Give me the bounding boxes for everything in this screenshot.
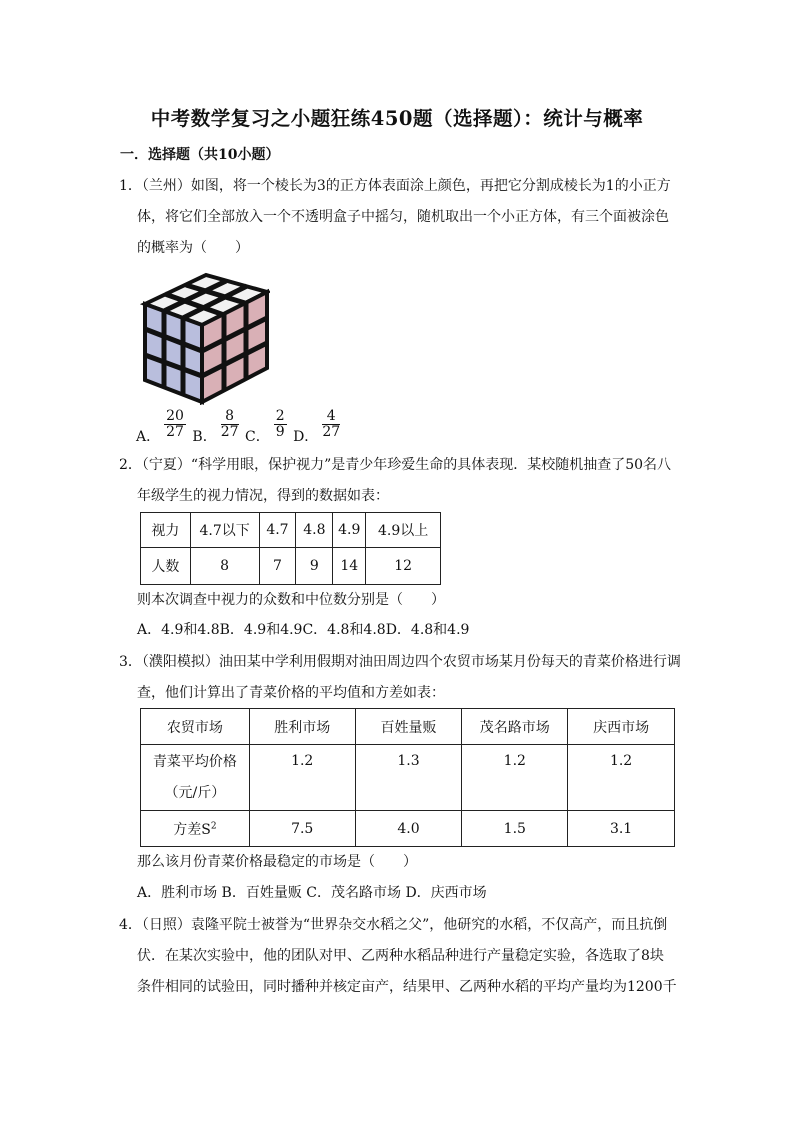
q3-line-2: 查，他们计算出了青菜价格的平均值和方差如表： bbox=[137, 685, 445, 701]
rubiks-cube-figure bbox=[140, 270, 270, 405]
q1-option-a-label[interactable]: A． bbox=[136, 428, 161, 445]
table-cell: 12 bbox=[366, 548, 441, 585]
table-cell: 7 bbox=[259, 548, 296, 585]
q1-option-d-label[interactable]: D． bbox=[293, 428, 319, 445]
q1-option-a-fraction: $\frac{20}{27}$ bbox=[166, 408, 184, 440]
table-row bbox=[141, 811, 675, 847]
table-cell: 4.7 bbox=[259, 513, 296, 548]
q1-option-b-label[interactable]: B． bbox=[192, 428, 217, 445]
table-cell: 4.9以上 bbox=[366, 513, 441, 548]
q1-line-1: 1．（兰州）如图，将一个棱长为3的正方体表面涂上颜色，再把它分割成棱长为1的小正方 bbox=[119, 178, 671, 194]
table-cell: 8 bbox=[190, 548, 259, 585]
table-cell: 1.2 bbox=[249, 745, 355, 811]
table-cell: 4.8 bbox=[296, 513, 333, 548]
table-cell: 1.5 bbox=[462, 811, 568, 847]
section-heading: 一．选择题（共10小题） bbox=[120, 147, 280, 163]
market-table bbox=[140, 708, 675, 847]
table-cell: 4.0 bbox=[355, 811, 462, 847]
table-cell: 1.2 bbox=[462, 745, 568, 811]
q1-option-b-fraction: $\frac{8}{27}$ bbox=[220, 408, 239, 440]
q1-line-2: 体，将它们全部放入一个不透明盒子中摇匀，随机取出一个小正方体，有三个面被涂色 bbox=[137, 209, 669, 225]
table-row bbox=[141, 745, 675, 811]
table-row-label bbox=[141, 745, 250, 811]
table-header-cell: 茂名路市场 bbox=[462, 709, 568, 745]
vision-table bbox=[140, 512, 441, 585]
q4-line-2: 伏．在某次实验中，他的团队对甲、乙两种水稻品种进行产量稳定实验，各选取了8块 bbox=[137, 948, 664, 964]
table-header-cell: 百姓量贩 bbox=[355, 709, 462, 745]
table-header-cell: 庆西市场 bbox=[568, 709, 675, 745]
q2-options[interactable]: A．4.9和4.8B．4.9和4.9C．4.8和4.8D．4.8和4.9 bbox=[137, 622, 470, 638]
q2-line-1: 2．（宁夏）“科学用眼，保护视力”是青少年珍爱生命的具体表现．某校随机抽查了50名八 bbox=[119, 457, 672, 473]
q1-option-c-fraction: $\frac{2}{9}$ bbox=[275, 408, 285, 440]
table-cell: 9 bbox=[296, 548, 333, 585]
q2-line-2: 年级学生的视力情况，得到的数据如表： bbox=[137, 488, 389, 504]
table-header-cell: 农贸市场 bbox=[141, 709, 250, 745]
table-cell: 1.3 bbox=[355, 745, 462, 811]
table-cell: 4.9 bbox=[333, 513, 366, 548]
q3-line-1: 3．（濮阳模拟）油田某中学利用假期对油田周边四个农贸市场某月份每天的青菜价格进行调 bbox=[119, 654, 681, 670]
q3-line-3: 那么该月份青菜价格最稳定的市场是（ ） bbox=[137, 854, 417, 870]
table-cell: 4.7以下 bbox=[190, 513, 259, 548]
q3-options[interactable]: A．胜利市场 B．百姓量贩 C．茂名路市场 D．庆西市场 bbox=[137, 885, 487, 901]
row-label-line-2: （元/斤） bbox=[164, 784, 226, 801]
q4-line-3: 条件相同的试验田，同时播种并核定亩产，结果甲、乙两种水稻的平均产量均为1200千 bbox=[137, 979, 677, 995]
q1-option-c-label[interactable]: C． bbox=[244, 428, 270, 445]
table-row-label: 方差$S^2$ bbox=[141, 811, 250, 847]
table-cell: 14 bbox=[333, 548, 366, 585]
row-label-line-1: 青菜平均价格 bbox=[152, 753, 237, 770]
table-cell: 人数 bbox=[141, 548, 191, 585]
table-row bbox=[141, 548, 441, 585]
table-cell: 1.2 bbox=[568, 745, 675, 811]
table-row bbox=[141, 709, 675, 745]
table-header-cell: 胜利市场 bbox=[249, 709, 355, 745]
table-cell: 3.1 bbox=[568, 811, 675, 847]
page-title: 中考数学复习之小题狂练450题（选择题）：统计与概率 bbox=[150, 107, 644, 130]
q1-options bbox=[136, 409, 342, 446]
table-row bbox=[141, 513, 441, 548]
q2-line-3: 则本次调查中视力的众数和中位数分别是（ ） bbox=[137, 592, 445, 608]
q1-option-d-fraction: $\frac{4}{27}$ bbox=[322, 408, 341, 440]
table-cell: 视力 bbox=[141, 513, 191, 548]
table-cell: 7.5 bbox=[249, 811, 355, 847]
q1-line-3: 的概率为（ ） bbox=[137, 240, 249, 256]
q4-line-1: 4．（日照）袁隆平院士被誉为“世界杂交水稻之父”，他研究的水稻，不仅高产，而且抗倒 bbox=[119, 917, 668, 933]
